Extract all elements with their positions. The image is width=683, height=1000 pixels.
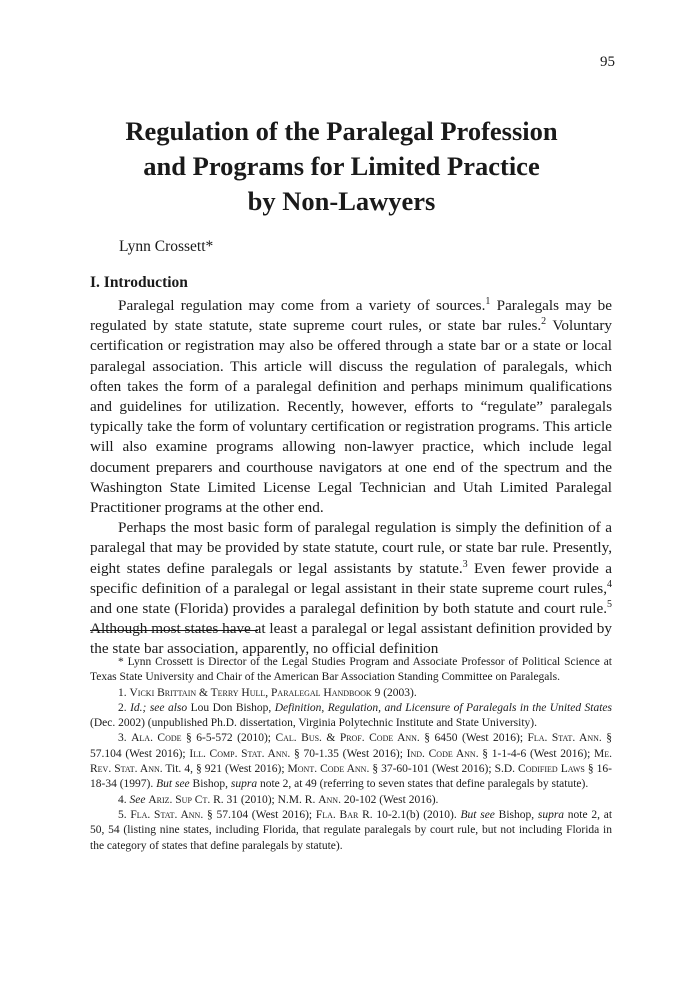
footnote-2: 2. Id.; see also Lou Don Bishop, Definition, Regulation, and Licensure of Paralegals in the United States (Dec. 2002) (unpublished Ph.D. dissertation, Virginia Polytechnic Institute and State University). bbox=[90, 701, 613, 730]
article-title bbox=[60, 114, 623, 219]
footnote-ref-4[interactable]: 4 bbox=[607, 578, 612, 590]
footnote-ref-2[interactable]: 2 bbox=[541, 316, 547, 328]
footnote-5: 5. Fla. Stat. Ann. § 57.104 (West 2016); Fla. Bar R. 10-2.1(b) (2010). But see Bishop, supra note 2, at 50, 54 (listing nine states, including Florida, that regulate paralegals by court rule, but not including Florida in the category of states that define paralegals by statute). bbox=[90, 808, 613, 852]
title-line-3: by Non-Lawyers bbox=[247, 186, 436, 216]
footnote-3: 3. Ala. Code § 6-5-572 (2010); Cal. Bus. & Prof. Code Ann. § 6450 (West 2016); Fla. Stat. Ann. § 57.104 (West 2016); Ill. Comp. Stat. Ann. § 70-1.35 (West 2016); Ind. Code Ann. § 1-1-4-6 (West 2016); Me. Rev. Stat. Ann. Tit. 4, § 921 (West 2016); Mont. Code Ann. § 37-60-101 (West 2016); S.D. Codified Laws § 16-18-34 (1997). But see Bishop, supra note 2, at 49 (referring to seven states that define paralegals by statute). bbox=[90, 732, 613, 791]
footnotes bbox=[90, 655, 612, 854]
footnote-1: 1. Vicki Brittain & Terry Hull, Paralegal Handbook 9 (2003). bbox=[118, 686, 417, 699]
title-line-1: Regulation of the Paralegal Profession bbox=[125, 116, 558, 146]
title-line-2: and Programs for Limited Practice bbox=[143, 151, 540, 181]
paragraph-1: Paralegal regulation may come from a variety of sources.$^1$ Paralegals may be regulated by state statute, state supreme court rules, or state bar rules.$^2$ Voluntary certification or registration may also be offered through a state bar or a state or local paralegal association. This article will discuss the regulation of paralegals, which often takes the form of a paralegal definition and perhaps minimum qualifications and guidelines for utilization. Recently, however, efforts to “regulate” paralegals typically take the form of voluntary certification or registration programs. This article will also examine programs allowing non-lawyer practice, which include legal document preparers and courthouse navigators at one end of the spectrum and the Washington State Limited License Legal Technician and Utah Limited Paralegal Practitioner programs at the other end. bbox=[90, 295, 612, 517]
footnote-divider bbox=[90, 630, 258, 631]
footnote-star: * Lynn Crossett is Director of the Legal Studies Program and Associate Professor of Political Science at Texas State University and Chair of the American Bar Association Standing Committee on Paralegals. bbox=[90, 656, 612, 684]
page-number: 95 bbox=[600, 54, 615, 70]
footnote-ref-5[interactable]: 5 bbox=[607, 598, 612, 610]
footnote-ref-3[interactable]: 3 bbox=[462, 558, 468, 570]
paragraph-2: Perhaps the most basic form of paralegal regulation is simply the definition of a paralegal that may be provided by state statute, court rule, or state bar rule. Presently, eight states define paralegals or legal assistants by statute.$^3$ Even fewer provide a specific definition of a paralegal or legal assistant in their state supreme court rules,$^4$ and one state (Florida) provides a paralegal definition by both statute and court rule.$^5$ Although most states have at least a paralegal or legal assistant definition provided by the state bar association, apparently, no official definition bbox=[90, 519, 612, 658]
footnote-4: 4. See Ariz. Sup Ct. R. 31 (2010); N.M. R. Ann. 20-102 (West 2016). bbox=[118, 793, 439, 806]
body-text bbox=[90, 296, 612, 660]
section-heading: I. Introduction bbox=[90, 274, 188, 291]
footnote-ref-1[interactable]: 1 bbox=[485, 295, 491, 307]
author-name: Lynn Crossett* bbox=[119, 238, 214, 255]
